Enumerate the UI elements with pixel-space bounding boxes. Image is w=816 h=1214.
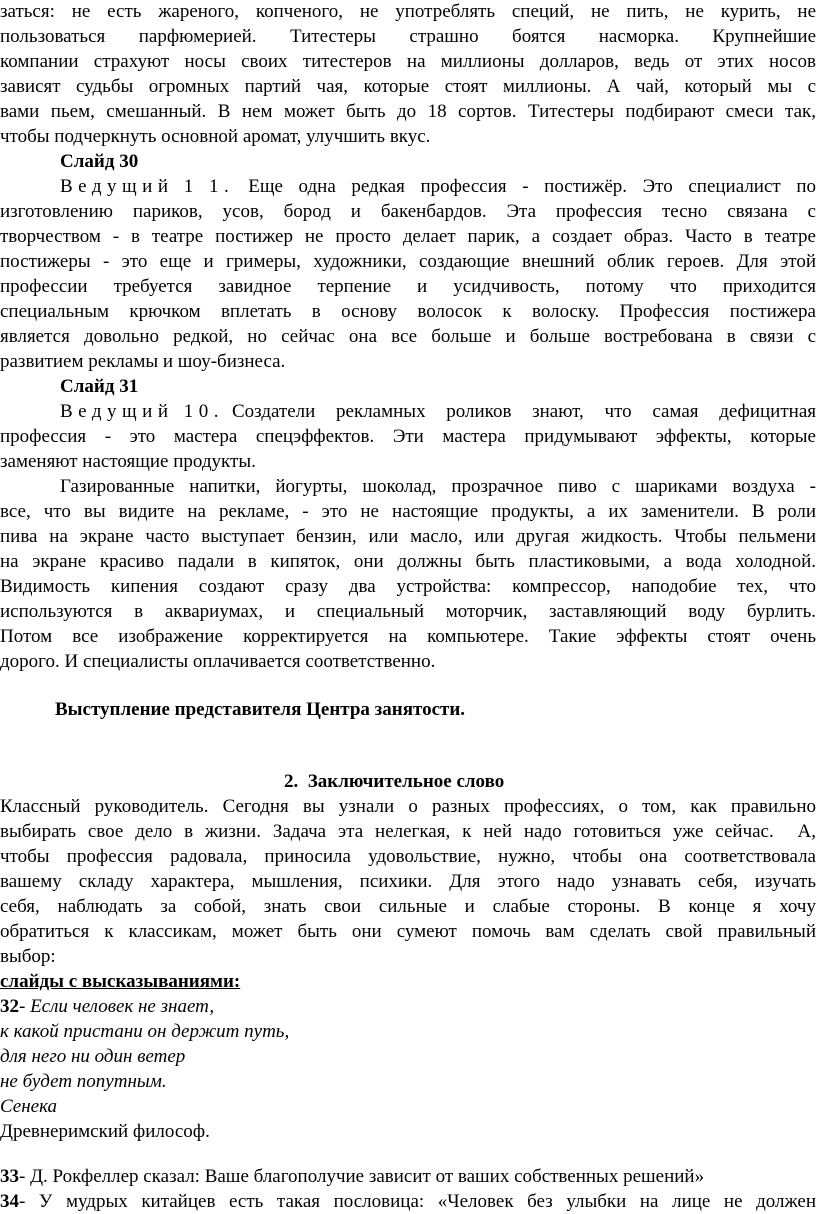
- quote-author: Сенека: [0, 1096, 58, 1117]
- quote-dash: -: [19, 996, 31, 1017]
- text-line: пользоваться парфюмерией. Титестеры страшно боятся насморка. Крупнейшие: [0, 26, 816, 47]
- text-line: используются в аквариумах, и специальный моторчик, заставляющий воду бурлить.: [0, 601, 816, 622]
- speaker-label: Ведущий 1 1.: [60, 176, 235, 197]
- quote-text: к какой пристани он держит путь,: [0, 1021, 290, 1042]
- text-line: специальным крючком вплетать в основу волосок к волоску. Профессия постижера: [0, 301, 816, 322]
- text-fragment: Еще одна редкая профессия - постижёр. Это специалист по: [248, 176, 816, 197]
- text-line: [0, 1165, 816, 1189]
- quote-text: не будет попутным.: [0, 1071, 167, 1092]
- quote-number: 34: [0, 1191, 19, 1212]
- text-line: все, что вы видите на рекламе, - это не настоящие продукты, а их заменители. В роли: [0, 501, 816, 522]
- text-line: постижеры - это еще и гримеры, художники, создающие внешний облик героев. Для этой: [0, 251, 816, 272]
- text-line: выбор:: [0, 946, 56, 967]
- text-line: [0, 1190, 816, 1214]
- quote-caption: Древнеримский философ.: [0, 1121, 210, 1142]
- text-line: Видимость кипения создают сразу два устройства: компрессор, наподобие тех, что: [0, 576, 816, 597]
- text-line: Классный руководитель. Сегодня вы узнали о разных профессиях, о том, как правильно: [0, 796, 816, 817]
- text-line: чтобы профессия радовала, приносила удовольствие, нужно, чтобы она соответствовала: [0, 846, 816, 867]
- text-line: Газированные напитки, йогурты, шоколад, прозрачное пиво с шариками воздуха -: [60, 476, 816, 497]
- slide-heading: Слайд 30: [60, 151, 139, 172]
- quote-text: - У мудрых китайцев есть такая пословица: «Человек без улыбки на лице не должен: [19, 1191, 816, 1212]
- slide-heading: Слайд 31: [60, 376, 139, 397]
- text-line: обратиться к классикам, может быть они сумеют помочь вам сделать свой правильный: [0, 921, 816, 942]
- text-line: компании страхуют носы своих титестеров на миллионы долларов, ведь от этих носов: [0, 51, 816, 72]
- text-line: вашему складу характера, мышления, психики. Для этого надо узнавать себя, изучать: [0, 871, 816, 892]
- text-line: Потом все изображение корректируется на компьютере. Такие эффекты стоят очень: [0, 626, 816, 647]
- quote-text: для него ни один ветер: [0, 1046, 186, 1067]
- text-line: дорого. И специалисты оплачивается соответственно.: [0, 651, 436, 672]
- quote-text: - Д. Рокфеллер сказал: Ваше благополучие зависит от ваших собственных решений»: [19, 1166, 705, 1187]
- text-line: чтобы подчеркнуть основной аромат, улучшить вкус.: [0, 126, 431, 147]
- quotes-heading: слайды с высказываниями:: [0, 971, 241, 992]
- text-line: творчеством - в театре постижер не просто делает парик, а создает образ. Часто в театре: [0, 226, 816, 247]
- text-line: профессия - это мастера спецэффектов. Эти мастера придумывают эффекты, которые: [0, 426, 816, 447]
- text-line: на экране красиво падали в кипяток, они должны быть пластиковыми, а вода холодной.: [0, 551, 816, 572]
- text-line: заменяют настоящие продукты.: [0, 451, 256, 472]
- text-line: заться: не есть жареного, копченого, не употреблять специй, не пить, не курить, не: [0, 1, 816, 22]
- text-line: [60, 175, 816, 199]
- text-line: развитием рекламы и шоу-бизнеса.: [0, 351, 286, 372]
- text-line: [60, 400, 816, 424]
- text-line: выбирать свое дело в жизни. Задача эта нелегкая, к ней надо готовиться уже сейчас. А,: [0, 821, 816, 842]
- speaker-label: Ведущий 10.: [60, 401, 224, 422]
- section-heading: 2. Заключительное слово: [284, 771, 505, 792]
- quote-number: 33: [0, 1166, 19, 1187]
- quote-text: Если человек не знает,: [30, 996, 215, 1017]
- text-line: [0, 995, 816, 1019]
- text-line: зависят судьбы огромных партий чая, которые стоят миллионы. А чай, который мы с: [0, 76, 816, 97]
- text-line: пива на экране часто выступает бензин, или масло, или другая жидкость. Чтобы пельмени: [0, 526, 816, 547]
- quote-number: 32: [0, 996, 19, 1017]
- text-line: профессии требуется завидное терпение и усидчивость, потому что приходится: [0, 276, 816, 297]
- text-line: себя, наблюдать за собой, знать свои сильные и слабые стороны. В конце я хочу: [0, 896, 816, 917]
- text-line: вами пьем, смешанный. В нем может быть до 18 сортов. Титестеры подбирают смеси так,: [0, 101, 816, 122]
- text-line: изготовлению париков, усов, бород и бакенбардов. Эта профессия тесно связана с: [0, 201, 816, 222]
- text-fragment: Создатели рекламных роликов знают, что самая дефицитная: [232, 401, 816, 422]
- text-line: является довольно редкой, но сейчас она все больше и больше востребована в связи с: [0, 326, 816, 347]
- speech-heading: Выступление представителя Центра занятости.: [55, 699, 466, 720]
